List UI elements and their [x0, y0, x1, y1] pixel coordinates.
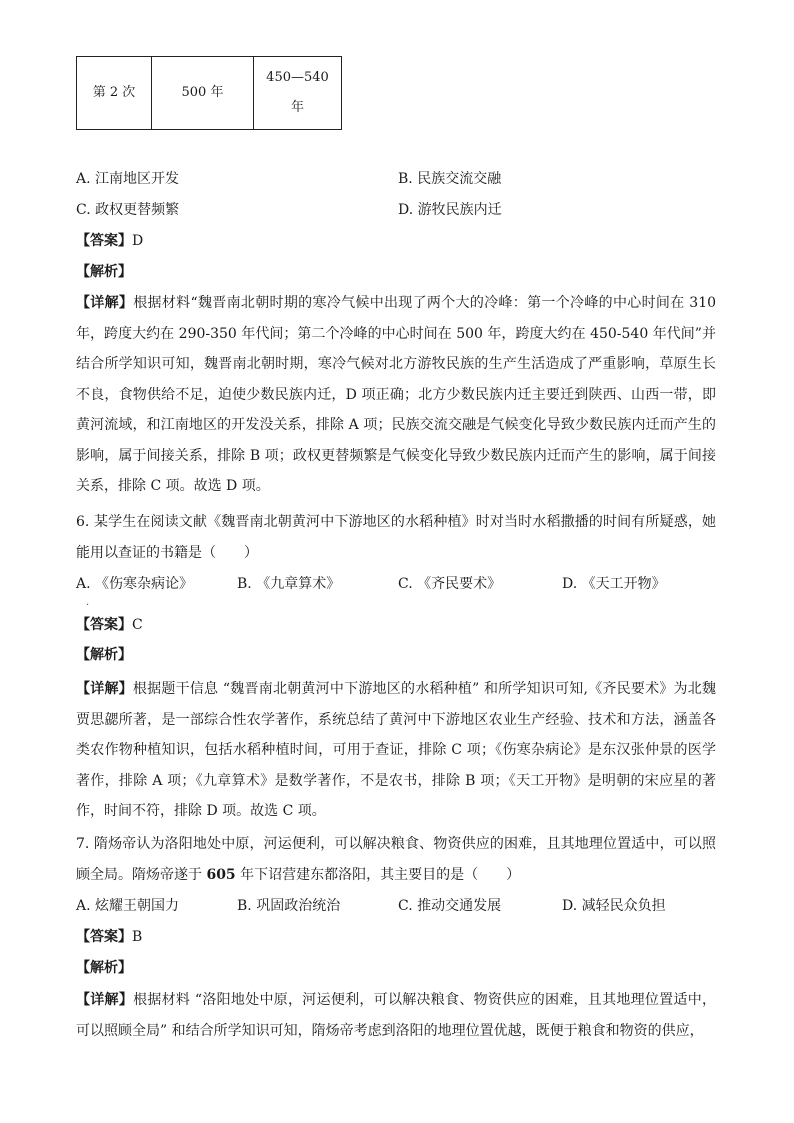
answer-value: B	[132, 929, 143, 945]
q5-option-d: D. 游牧民族内迁	[398, 202, 502, 218]
stray-mark: ·	[86, 600, 90, 611]
q7-detail	[76, 985, 716, 1046]
table-cell-center-time: 500 年	[152, 57, 254, 130]
q5-option-a: A. 江南地区开发	[76, 171, 180, 187]
cold-peak-table	[76, 56, 342, 130]
q5-analysis-label: 【解析】	[76, 264, 132, 280]
table-cell-order: 第 2 次	[77, 57, 152, 130]
q6-stem: 6. 某学生在阅读文献《魏晋南北朝黄河中下游地区的水稻种植》时对当时水稻撒播的时间有所疑惑，她能用以查证的书籍是（ ）	[76, 514, 716, 561]
q7-answer	[76, 924, 142, 950]
detail-label: 【详解】	[76, 295, 134, 311]
answer-value: C	[132, 617, 143, 633]
q7-option-c: C. 推动交通发展	[398, 898, 502, 914]
q5-option-c: C. 政权更替频繁	[76, 202, 180, 218]
answer-label: 【答案】	[76, 929, 132, 945]
q6-option-a: A. 《伤寒杂病论》	[76, 576, 194, 592]
q5-option-b: B. 民族交流交融	[398, 171, 502, 187]
answer-label: 【答案】	[76, 233, 132, 249]
q6-detail	[76, 674, 716, 827]
answer-label: 【答案】	[76, 617, 132, 633]
detail-label: 【详解】	[76, 992, 134, 1008]
table-cell-span	[254, 57, 342, 130]
q7-option-a: A. 炫耀王朝国力	[76, 898, 180, 914]
q6-option-b: B. 《九章算术》	[237, 576, 341, 592]
detail-label: 【详解】	[76, 681, 133, 697]
detail-text: 根据材料 “洛阳地处中原，河运便利，可以解决粮食、物资供应的困难，且其地理位置适中，可以照顾全局” 和结合所学知识可知，隋炀帝考虑到洛阳的地理位置优越，既便于粮食和物资的供应，	[76, 992, 717, 1039]
q6-option-c: C. 《齐民要术》	[398, 576, 502, 592]
q7-stem-year: 605	[206, 866, 236, 883]
detail-text: 根据材料“魏晋南北朝时期的寒冷气候中出现了两个大的冷峰：第一个冷峰的中心时间在 310 年，跨度大约在 290-350 年代间；第二个冷峰的中心时间在 500 年，跨度大约在 450-540 年代间”并结合所学知识可知，魏晋南北朝时期，寒冷气候对北方游牧民族的生产生活造成了严重影响，草原生长不良，食物供给不足，迫使少数民族内迁，D 项正确；北方少数民族内迁主要迁到陕西、山西一带，即黄河流域，和江南地区的开发没关系，排除 A 项；民族交流交融是气候变化导致少数民族内迁而产生的影响，属于间接关系，排除 B 项；政权更替频繁是气候变化导致少数民族内迁而产生的影响，属于间接关系，排除 C 项。故选 D 项。	[76, 295, 717, 494]
q5-detail	[76, 288, 716, 502]
q6-option-d: D. 《天工开物》	[562, 576, 666, 592]
q6-answer	[76, 612, 143, 638]
q7-stem	[76, 829, 716, 890]
span-unit: 年	[290, 100, 304, 115]
q7-analysis-label: 【解析】	[76, 960, 132, 976]
q6-analysis-label: 【解析】	[76, 647, 132, 663]
q5-answer	[76, 228, 143, 254]
q7-stem-part2: 年下诏营建东都洛阳，其主要目的是（ ）	[235, 866, 521, 883]
q7-option-d: D. 减轻民众负担	[562, 898, 666, 914]
answer-value: D	[132, 233, 144, 249]
detail-text: 根据题干信息 “魏晋南北朝黄河中下游地区的水稻种植” 和所学知识可知,《齐民要术》为北魏贾思勰所著，是一部综合性农学著作，系统总结了黄河中下游地区农业生产经验、技术和方法，涵盖各类农作物种植知识，包括水稻种植时间，可用于查证，排除 C 项；《伤寒杂病论》是东汉张仲景的医学著作，排除 A 项；《九章算术》是数学著作，不是农书，排除 B 项；《天工开物》是明朝的宋应星的著作，时间不符，排除 D 项。故选 C 项。	[76, 681, 716, 819]
span-range: 450—540	[266, 70, 329, 85]
q7-stem-part1: 7. 隋炀帝认为洛阳地处中原，河运便利，可以解决粮食、物资供应的困难，且其地理位置适中，可以照顾全局。隋炀帝遂于	[76, 836, 716, 883]
table-row	[77, 57, 342, 130]
q7-option-b: B. 巩固政治统治	[237, 898, 341, 914]
